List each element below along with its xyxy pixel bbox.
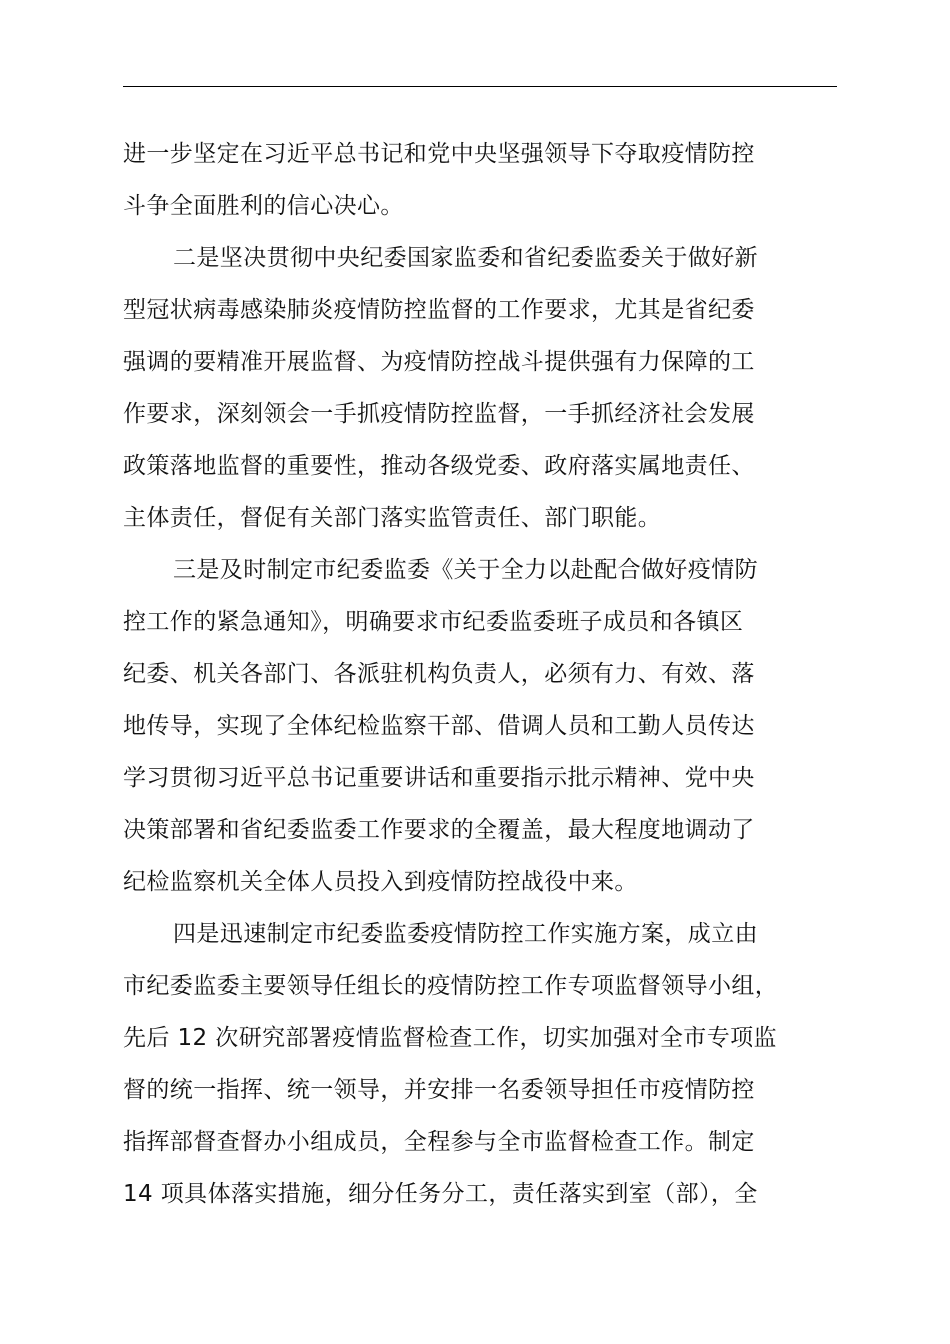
text-line: 市纪委监委主要领导任组长的疫情防控工作专项监督领导小组， [123, 973, 779, 999]
text-line: 作要求，深刻领会一手抓疫情防控监督，一手抓经济社会发展 [123, 401, 755, 427]
text-line: 二是坚决贯彻中央纪委国家监委和省纪委监委关于做好新 [173, 245, 758, 271]
text-line: 型冠状病毒感染肺炎疫情防控监督的工作要求，尤其是省纪委 [123, 297, 755, 323]
text-line: 决策部署和省纪委监委工作要求的全覆盖，最大程度地调动了 [123, 817, 755, 843]
text-line: 学习贯彻习近平总书记重要讲话和重要指示批示精神、党中央 [123, 765, 755, 791]
text-line: 指挥部督查督办小组成员，全程参与全市监督检查工作。制定 [123, 1129, 755, 1155]
text-line: 督的统一指挥、统一领导，并安排一名委领导担任市疫情防控 [123, 1077, 755, 1103]
body-text [123, 128, 837, 1220]
text-line: 纪委、机关各部门、各派驻机构负责人，必须有力、有效、落 [123, 661, 755, 687]
text-line: 控工作的紧急通知》，明确要求市纪委监委班子成员和各镇区 [123, 609, 744, 635]
text-line: 纪检监察机关全体人员投入到疫情防控战役中来。 [123, 869, 638, 895]
text-line: 三是及时制定市纪委监委《关于全力以赴配合做好疫情防 [173, 557, 758, 583]
text-line: 强调的要精准开展监督、为疫情防控战斗提供强有力保障的工 [123, 349, 755, 375]
text-line: 政策落地监督的重要性，推动各级党委、政府落实属地责任、 [123, 453, 755, 479]
header-rule [123, 86, 837, 87]
text-line: 14 项具体落实措施，细分任务分工，责任落实到室（部），全 [123, 1181, 758, 1207]
text-line: 主体责任，督促有关部门落实监管责任、部门职能。 [123, 505, 662, 531]
text-line: 先后 12 次研究部署疫情监督检查工作，切实加强对全市专项监 [123, 1025, 777, 1051]
text-line: 进一步坚定在习近平总书记和党中央坚强领导下夺取疫情防控 [123, 141, 755, 167]
text-line: 斗争全面胜利的信心决心。 [123, 193, 404, 219]
text-line: 地传导，实现了全体纪检监察干部、借调人员和工勤人员传达 [123, 713, 755, 739]
text-line: 四是迅速制定市纪委监委疫情防控工作实施方案，成立由 [173, 921, 758, 947]
